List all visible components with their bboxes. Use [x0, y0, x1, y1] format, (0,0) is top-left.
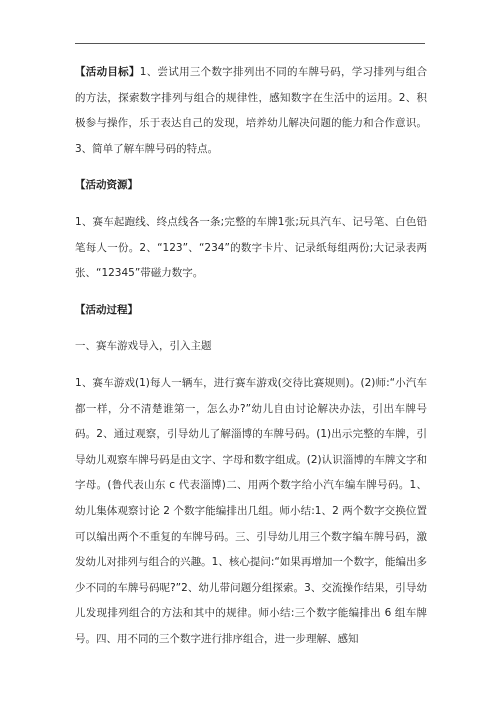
process-intro-paragraph [75, 334, 427, 360]
section-heading-process: 【活动过程】 [75, 303, 138, 316]
section-heading-resources: 【活动资源】 [75, 179, 138, 192]
resources-paragraph [75, 210, 427, 287]
section-heading-goals: 【活动目标】 [75, 66, 140, 78]
process-body-text: 1、赛车游戏(1)每人一辆车，进行赛车游戏(交待比赛规则)。(2)师:“小汽车都一样，分不清楚谁第一，怎么办?”幼儿自由讨论解决办法，引出车牌号码。2、通过观察，引导幼儿了解淄博的车牌号码。(1)出示完整的车牌，引导幼儿观察车牌号码是由文字、字母和数字组成。(2)认识淄博的车牌文字和字母。(鲁代表山东 c 代表淄博)二、用两个数字给小汽车编车牌号码。1、幼儿集体观察讨论 2 个数字能编排出几组。师小结:1、2 两个数字交换位置可以编出两个不重复的车牌号码。三、引导幼儿用三个数字编车牌号码，激发幼儿对排列与组合的兴趣。1、核心提问:“如果再增加一个数字，能编出多少不同的车牌号码呢?”2、幼儿带问题分组探索。3、交流操作结果，引导幼儿发现排列组合的方法和其中的规律。师小结:三个数字能编排出 6 组车牌号。四、用不同的三个数字进行排序组合，进一步理解、感知 [75, 376, 427, 645]
process-body-paragraph [75, 371, 427, 653]
goals-paragraph [75, 60, 427, 162]
goals-text: 1、尝试用三个数字排列出不同的车牌号码，学习排列与组合的方法，探索数字排列与组合的规律性，感知数字在生活中的运用。2、积极参与操作，乐于表达自己的发现，培养幼儿解决问题的能力和合作意识。3、简单了解车牌号码的特点。 [75, 66, 427, 155]
document-body [75, 60, 427, 652]
process-intro-text: 一、赛车游戏导入，引入主题 [75, 340, 212, 353]
resources-text: 1、赛车起跑线、终点线各一条;完整的车牌1张;玩具汽车、记号笔、白色铅笔每人一份。2、“123”、“234”的数字卡片、记录纸每组两份;大记录表两张、“12345”带磁力数字。 [75, 215, 427, 280]
resources-heading-paragraph [75, 173, 427, 199]
header-rule [75, 43, 425, 44]
process-heading-paragraph [75, 298, 427, 324]
